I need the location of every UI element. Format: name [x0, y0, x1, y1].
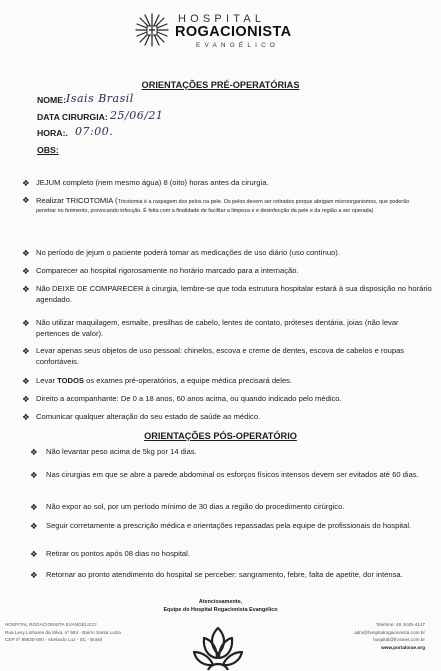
bullet-icon: ❖ [22, 248, 30, 258]
list-item: ❖ Comunicar qualquer alteração do seu estado de saúde ao médico. [22, 412, 261, 422]
obs-label: OBS: [37, 145, 59, 155]
closing-salutation: Atenciosamente, [198, 599, 243, 605]
closing-block [0, 599, 441, 615]
list-item: ❖ Comparecer ao hospital rigorosamente no horário marcado para a internação. [22, 266, 299, 276]
list-item: ❖ Não expor ao sol, por um período mínimo de 30 dias a região do procedimento cirúrgico. [30, 502, 345, 512]
list-item: ❖ Seguir corretamente a prescrição médica e orientações repassadas pela equipe de profissionais do hospital. [30, 521, 412, 531]
post-op-title: ORIENTAÇÕES PÓS-OPERATÓRIO [144, 431, 297, 441]
brand-hospital-label: HOSPITAL [178, 13, 266, 25]
bullet-icon: ❖ [22, 195, 30, 205]
closing-signature: Equipe do Hospital Rogacionista Evangélico [163, 606, 278, 613]
bullet-icon: ❖ [30, 549, 38, 559]
bullet-icon: ❖ [30, 447, 38, 457]
bullet-icon: ❖ [30, 470, 38, 480]
bullet-icon: ❖ [22, 394, 30, 404]
list-item: ❖ No período de jejum o paciente poderá tomar as medicações de uso diário (uso contínuo). [22, 248, 340, 258]
bullet-icon: ❖ [22, 376, 30, 386]
footer-phone: Telefone: 49 3445-4147 [375, 622, 425, 627]
bullet-icon: ❖ [22, 412, 30, 422]
pre-op-title: ORIENTAÇÕES PRÉ-OPERATÓRIAS [141, 80, 300, 90]
footer-website: www.portalorae.org [381, 644, 425, 650]
footer-contact [354, 621, 425, 651]
lotus-logo-icon [190, 624, 246, 671]
list-item: ❖ Nas cirurgias em que se abre a parede abdominal os esforços físicos intensos devem ser evitados até 60 dias. [30, 470, 419, 480]
list-item: ❖ Levar TODOS os exames pré-operatórios, a equipe médica precisará deles. [22, 376, 293, 386]
list-item: ❖ Realizar TRICOTOMIA (Tricotomia é a raspagem dos pelos na pele. Os pelos devem ser retirados porque abrigam microorganismos, que poderão penetrar no ferimento, provocando infecção. É feita com a finalidade de facilitar a limpeza e e desinfecção da pele e da região a ser operada) [22, 195, 410, 215]
list-item: ❖ Direito a acompanhante: De 0 a 18 anos, 60 anos acima, ou quando indicado pelo médico. [22, 394, 342, 404]
bullet-icon: ❖ [22, 346, 30, 356]
time-value: 07:00. [75, 125, 114, 138]
bullet-icon: ❖ [30, 521, 38, 531]
bullet-icon: ❖ [30, 502, 38, 512]
bullet-icon: ❖ [22, 284, 30, 294]
brand-name: ROGACIONISTA [175, 24, 292, 40]
list-item: ❖ Levar apenas seus objetos de uso pessoal: chinelos, escova e creme de dentes, escova de cabelos e roupas confortáveis. [22, 346, 405, 366]
list-item: ❖ Não levantar peso acima de 5kg por 14 dias. [30, 447, 197, 457]
time-label: HORA:. [37, 128, 68, 138]
date-label: DATA CIRURGIA: [37, 112, 108, 122]
sunburst-logo-icon [132, 12, 172, 48]
name-value: Isais Brasil [66, 92, 134, 105]
list-item: ❖ Retirar os pontos após 08 dias no hospital. [30, 549, 190, 559]
footer-email-hospital: hospital@frosinet.com.br [373, 637, 425, 643]
name-label: NOME: [37, 95, 66, 105]
bullet-icon: ❖ [22, 318, 30, 328]
bullet-icon: ❖ [30, 570, 38, 580]
list-item: ❖ Não utilizar maquilagem, esmalte, presilhas de cabelo, lentes de contato, próteses dentária, joias (não levar pertences de valor). [22, 318, 399, 338]
footer-email-adm: adm@hospitalrogacionista.com.br [354, 629, 425, 635]
list-item: ❖ Não DEIXE DE COMPARECER à cirurgia, lembre-se que toda estrutura hospitalar estará à sua disposição no horário agendado. [22, 284, 432, 304]
brand-subtitle: EVANGÉLICO [196, 42, 280, 49]
footer-address: HOSPITAL ROGACIONISTA EVANGÉLICO: Rua Levy Linhares da Silva, nº 584 - Bairro Santa Luzia CEP nº 89830-000 - Abelardo Luz - SC - Brasil [5, 622, 121, 643]
bullet-icon: ❖ [22, 266, 30, 276]
list-item: ❖ Retornar ao pronto atendimento do hospital se perceber: sangramento, febre, falta de apetite, dor intensa. [30, 570, 403, 580]
bullet-icon: ❖ [22, 178, 30, 188]
list-item: ❖ JEJUM completo (nem mesmo água) 8 (oito) horas antes da cirurgia. [22, 178, 269, 188]
date-value: 25/06/21 [110, 109, 164, 122]
